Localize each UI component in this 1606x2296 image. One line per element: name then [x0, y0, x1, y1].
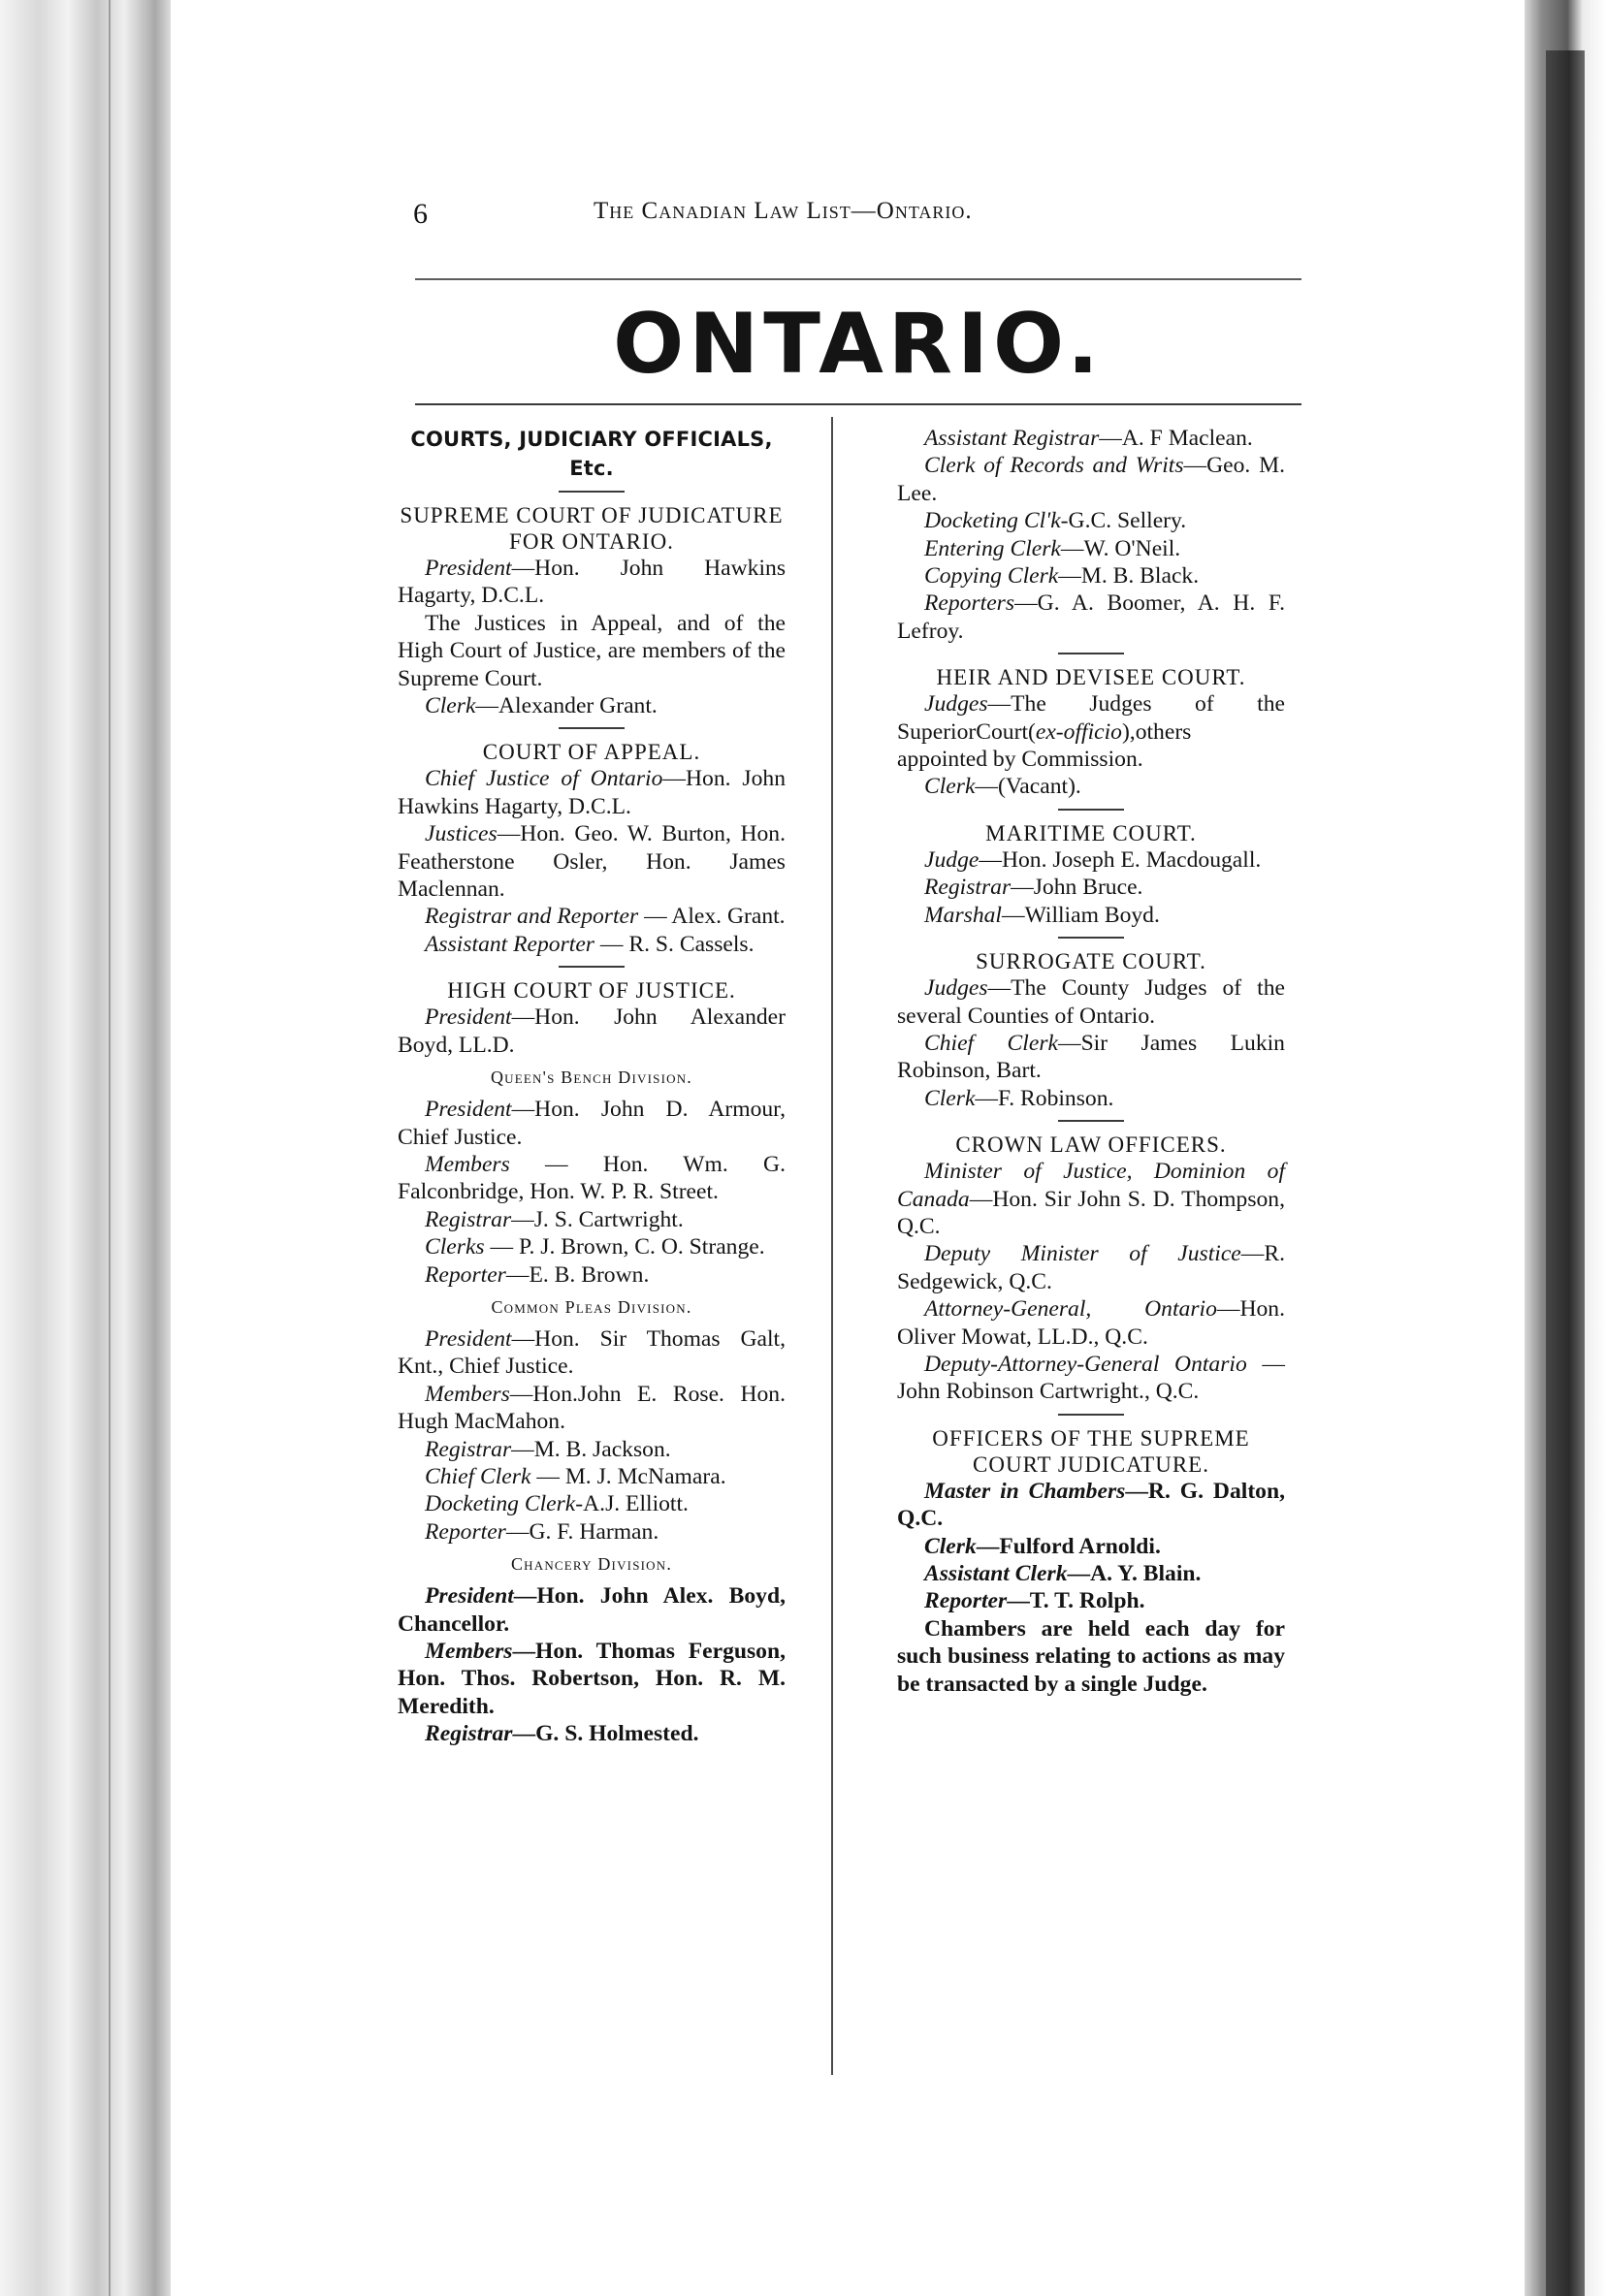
entry-text: —(Vacant).: [975, 774, 1081, 800]
entry-copying-clerk: [897, 562, 1285, 590]
section-label: COURTS, JUDICIARY OFFICIALS, Etc.: [410, 428, 773, 480]
entry-title: Clerk: [924, 1533, 977, 1559]
entry-text: —John Bruce.: [1011, 875, 1143, 901]
entry-clerk: [398, 692, 786, 719]
entry-title: Justices: [425, 821, 498, 847]
section-rule: [1058, 1120, 1124, 1122]
entry-text: —G. A. Boomer, A. H. F. Lefroy.: [897, 590, 1285, 644]
subheading-chancery: Chancery Division.: [510, 1554, 673, 1575]
entry-title: Attorney-General, Ontario: [924, 1296, 1217, 1323]
entry-clerk: [897, 1533, 1285, 1560]
entry-title: Minister of Justice, Dominion of Canada: [897, 1159, 1285, 1212]
entry-text: —A. F Maclean.: [1099, 426, 1253, 451]
entry-text: ),others appointed by Commission.: [897, 718, 1192, 773]
entry-title: President: [425, 1325, 512, 1352]
entry-entering-clerk: [897, 535, 1285, 562]
note-justices: The Justices in Appeal, and of the High Court of Justice, are members of the Supreme Court.: [398, 610, 786, 691]
heading-maritime-court: MARITIME COURT.: [985, 820, 1197, 845]
entry-title: Members: [425, 1381, 510, 1407]
entry-members: [398, 1638, 786, 1720]
heading-surrogate-court: SURROGATE COURT.: [976, 949, 1206, 974]
entry-text: —W. O'Neil.: [1060, 535, 1181, 561]
entry-title: Registrar: [425, 1206, 512, 1232]
entry-text: —Hon. Sir Thomas Galt, Knt., Chief Justice.: [398, 1325, 786, 1380]
entry-clerk: [897, 1085, 1285, 1112]
entry-registrar: [398, 1720, 786, 1747]
entry-text: —Hon. Geo. W. Burton, Hon. Featherstone Osler, Hon. James Maclennan.: [398, 821, 786, 903]
entry-title: President: [425, 556, 512, 581]
entry-text: —Hon.John E. Rose. Hon. Hugh MacMahon.: [398, 1381, 786, 1435]
entry-registrar: [897, 874, 1285, 901]
entry-clerks: [398, 1233, 786, 1260]
entry-title: President: [425, 1583, 514, 1610]
entry-registrar: [398, 903, 786, 930]
entry-text: —Hon. Joseph E. Macdougall.: [979, 846, 1262, 873]
entry-president: [398, 555, 786, 610]
entry-title: Registrar: [425, 1436, 512, 1462]
entry-title: Clerk: [425, 693, 476, 719]
section-rule: [1058, 1414, 1124, 1416]
entry-text: -A.J. Elliott.: [575, 1491, 689, 1517]
entry-text: —T. T. Rolph.: [1007, 1588, 1145, 1614]
section-rule: [559, 491, 625, 493]
entry-title: Judges: [924, 975, 988, 1002]
column-divider: [831, 417, 833, 2075]
title-rule: [415, 403, 1301, 405]
entry-title: Registrar: [425, 1721, 513, 1747]
entry-reporter: [398, 1518, 786, 1546]
entry-reporter: [398, 1261, 786, 1289]
heading-heir-devisee: HEIR AND DEVISEE COURT.: [936, 665, 1246, 690]
entry-title: Deputy-Attorney-General Ontario: [924, 1351, 1247, 1377]
entry-text: —Sir James Lukin Robinson, Bart.: [897, 1030, 1285, 1084]
entry-judge: [897, 846, 1285, 874]
running-head: The Canadian Law List—Ontario.: [594, 198, 973, 224]
entry-members: [398, 1381, 786, 1436]
entry-text: — P. J. Brown, C. O. Strange.: [484, 1234, 765, 1260]
entry-title: Members: [425, 1639, 513, 1664]
entry-italic: ex-officio: [1035, 718, 1122, 745]
entry-title: Deputy Minister of Justice: [924, 1241, 1241, 1267]
entry-title: Registrar and Reporter: [425, 904, 639, 930]
header-rule: [415, 278, 1301, 280]
entry-text: —Hon. Oliver Mowat, LL.D., Q.C.: [897, 1296, 1285, 1350]
entry-president: [398, 1004, 786, 1059]
entry-title: President: [425, 1097, 512, 1123]
entry-text: —G. S. Holmested.: [512, 1721, 699, 1747]
entry-title: Assistant Clerk: [924, 1561, 1068, 1586]
entry-attorney-general: [897, 1295, 1285, 1351]
entry-text: —Fulford Arnoldi.: [976, 1533, 1161, 1559]
entry-assistant-clerk: [897, 1560, 1285, 1587]
entry-text: — Hon. Wm. G. Falconbridge, Hon. W. P. R. Street.: [398, 1151, 786, 1205]
entry-chief-justice: [398, 765, 786, 820]
entry-title: Docketing Cl'k: [924, 508, 1061, 534]
entry-title: Clerks: [425, 1234, 485, 1260]
page-number: 6: [413, 198, 428, 230]
entry-text: —Hon. John Alexander Boyd, LL.D.: [398, 1004, 786, 1058]
entry-assistant-registrar: [897, 425, 1285, 452]
entry-text: -G.C. Sellery.: [1060, 508, 1187, 534]
entry-minister-of-justice: [897, 1158, 1285, 1240]
entry-clerk: [897, 773, 1285, 800]
entry-members: [398, 1151, 786, 1206]
entry-registrar: [398, 1436, 786, 1463]
entry-text: —William Boyd.: [1001, 902, 1160, 928]
entry-title: Reporter: [425, 1518, 506, 1545]
entry-text: —Hon. Thomas Ferguson, Hon. Thos. Robertson, Hon. R. M. Meredith.: [398, 1639, 786, 1719]
entry-text: —A. Y. Blain.: [1067, 1561, 1202, 1586]
entry-chief-clerk: [398, 1463, 786, 1490]
entry-text: —G. F. Harman.: [505, 1518, 659, 1545]
entry-title: Chief Clerk: [924, 1030, 1058, 1056]
entry-master-in-chambers: [897, 1478, 1285, 1533]
entry-reporters: [897, 590, 1285, 645]
entry-title: Judges: [924, 691, 988, 718]
entry-text: —Hon. John Alex. Boyd, Chancellor.: [398, 1583, 786, 1637]
entry-title: Members: [425, 1151, 510, 1177]
entry-president: [398, 1582, 786, 1638]
section-rule: [559, 966, 625, 968]
entry-title: Copying Clerk: [924, 563, 1059, 590]
entry-title: Reporters: [924, 590, 1015, 617]
entry-docketing-clerk: [398, 1490, 786, 1517]
entry-text: —Hon. Sir John S. D. Thompson, Q.C.: [897, 1186, 1285, 1239]
entry-title: Chief Justice of Ontario: [425, 766, 663, 792]
entry-title: Clerk of Records and Writs: [924, 453, 1184, 479]
entry-chief-clerk: [897, 1030, 1285, 1085]
entry-text: — Alex. Grant.: [638, 904, 786, 930]
subheading-common-pleas: Common Pleas Division.: [491, 1296, 692, 1317]
entry-title: Reporter: [425, 1261, 506, 1288]
entry-title: Entering Clerk: [924, 535, 1061, 561]
entry-deputy-minister: [897, 1240, 1285, 1295]
entry-text: — R. S. Cassels.: [594, 931, 755, 957]
entry-text: —M. B. Jackson.: [511, 1436, 671, 1462]
heading-high-court: HIGH COURT OF JUSTICE.: [447, 978, 736, 1004]
entry-title: Reporter: [924, 1588, 1008, 1614]
entry-registrar: [398, 1206, 786, 1233]
entry-docketing-clerk: [897, 507, 1285, 534]
entry-text: —M. B. Black.: [1058, 563, 1200, 590]
entry-judges: [897, 974, 1285, 1030]
entry-title: Clerk: [924, 774, 976, 800]
entry-text: —The County Judges of the several Counties of Ontario.: [897, 975, 1285, 1029]
note-chambers: Chambers are held each day for such business relating to actions as may be transacted by a single Judge.: [897, 1615, 1285, 1697]
entry-justices: [398, 820, 786, 903]
entry-president: [398, 1096, 786, 1151]
page-title: ONTARIO.: [613, 296, 1104, 393]
entry-judges: [897, 690, 1285, 773]
entry-title: President: [425, 1004, 512, 1031]
heading-crown-law-officers: CROWN LAW OFFICERS.: [955, 1132, 1227, 1158]
section-rule: [1058, 653, 1124, 654]
entry-marshal: [897, 902, 1285, 929]
entry-text: —The Judges of the SuperiorCourt(: [897, 691, 1285, 745]
entry-title: Judge: [924, 846, 980, 873]
entry-text: —Hon. John Hawkins Hagarty, D.C.L.: [398, 556, 786, 609]
entry-title: Docketing Clerk: [425, 1491, 576, 1517]
entry-assistant-reporter: [398, 931, 786, 958]
entry-text: —E. B. Brown.: [505, 1261, 650, 1288]
entry-text: — John Robinson Cartwright., Q.C.: [897, 1351, 1285, 1405]
entry-deputy-attorney-general: [897, 1351, 1285, 1406]
section-rule: [559, 727, 625, 729]
section-rule: [1058, 809, 1124, 811]
entry-text: —J. S. Cartwright.: [511, 1206, 684, 1232]
heading-officers-supreme-court: OFFICERS OF THE SUPREME COURT JUDICATURE.: [932, 1425, 1250, 1477]
right-column: [897, 425, 1285, 1698]
entry-clerk-records: [897, 452, 1285, 507]
entry-reporter: [897, 1587, 1285, 1614]
entry-text: —R. Sedgewick, Q.C.: [897, 1241, 1285, 1294]
entry-title: Chief Clerk: [425, 1463, 531, 1489]
entry-title: Clerk: [924, 1085, 976, 1111]
entry-text: — M. J. McNamara.: [530, 1463, 726, 1489]
left-column: [398, 425, 786, 1748]
entry-title: Master in Chambers: [924, 1478, 1126, 1504]
entry-text: —Geo. M. Lee.: [897, 453, 1285, 506]
entry-text: —Alexander Grant.: [475, 693, 658, 719]
entry-text: —F. Robinson.: [975, 1085, 1114, 1111]
heading-court-of-appeal: COURT OF APPEAL.: [482, 740, 701, 765]
heading-supreme-court: SUPREME COURT OF JUDICATURE FOR ONTARIO.: [400, 503, 784, 554]
entry-title: Marshal: [924, 902, 1002, 928]
entry-text: —Hon. John D. Armour, Chief Justice.: [398, 1097, 786, 1150]
entry-title: Assistant Registrar: [924, 426, 1100, 451]
entry-president: [398, 1325, 786, 1381]
entry-title: Registrar: [924, 875, 1012, 901]
subheading-queens-bench: Queen's Bench Division.: [490, 1068, 692, 1088]
entry-text: —R. G. Dalton, Q.C.: [897, 1478, 1285, 1532]
entry-title: Assistant Reporter: [425, 931, 594, 957]
entry-text: —Hon. John Hawkins Hagarty, D.C.L.: [398, 766, 786, 819]
section-rule: [1058, 937, 1124, 939]
